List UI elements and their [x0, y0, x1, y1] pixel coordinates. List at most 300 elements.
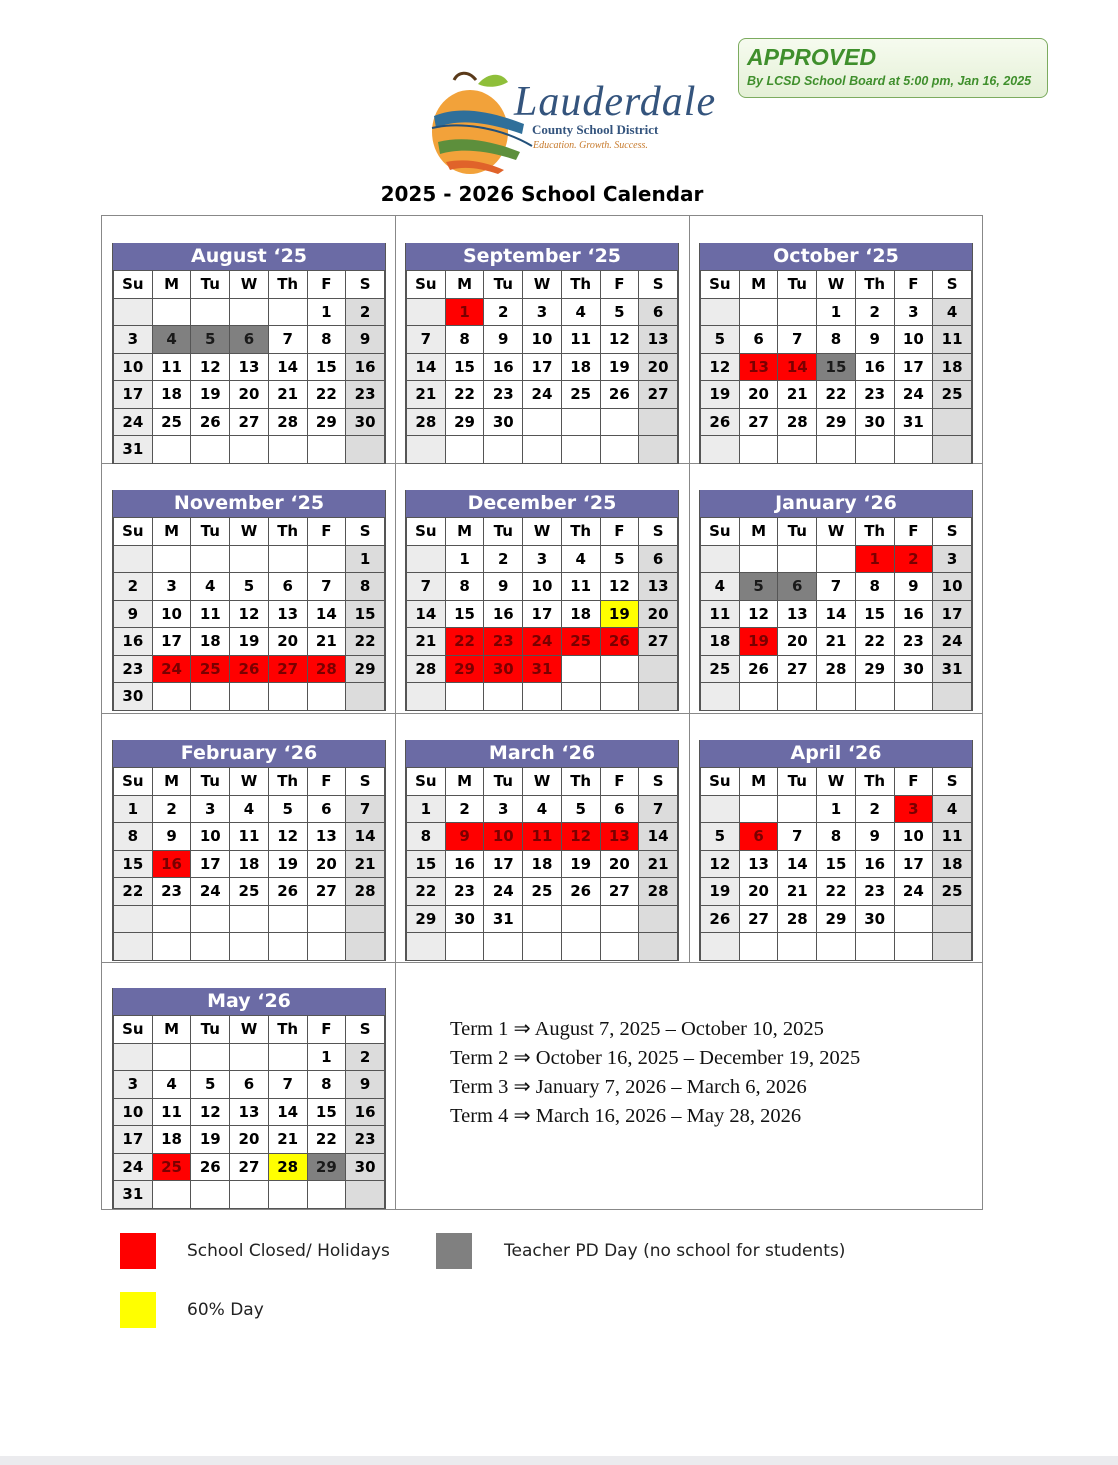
day-cell: 23	[855, 381, 894, 409]
term-line: Term 2 ⇒ October 16, 2025 – December 19, 2025	[450, 1047, 861, 1069]
day-cell: 1	[114, 795, 153, 823]
empty-cell	[445, 436, 484, 464]
day-cell: 17	[114, 1126, 153, 1154]
day-cell: 9	[894, 573, 933, 601]
empty-cell	[561, 655, 600, 683]
day-cell: 20	[600, 850, 639, 878]
day-of-week-header: Th	[855, 271, 894, 299]
day-cell-closed: 24	[523, 628, 562, 656]
day-of-week-header: Tu	[191, 768, 230, 796]
day-cell: 4	[701, 573, 740, 601]
day-cell: 18	[933, 353, 972, 381]
day-cell: 4	[561, 298, 600, 326]
empty-cell	[933, 436, 972, 464]
empty-cell	[114, 1043, 153, 1071]
day-of-week-header: W	[523, 271, 562, 299]
day-of-week-header: M	[445, 518, 484, 546]
day-cell: 24	[894, 878, 933, 906]
terms-list	[450, 1015, 860, 1131]
empty-cell	[407, 298, 446, 326]
day-cell: 4	[933, 298, 972, 326]
day-cell-closed: 19	[739, 628, 778, 656]
empty-cell	[561, 905, 600, 933]
empty-cell	[268, 436, 307, 464]
month-grid	[406, 767, 678, 961]
empty-cell	[346, 905, 385, 933]
day-cell: 28	[346, 878, 385, 906]
empty-cell	[114, 298, 153, 326]
day-cell: 20	[307, 850, 346, 878]
day-cell: 2	[855, 298, 894, 326]
empty-cell	[739, 933, 778, 961]
empty-cell	[152, 1043, 191, 1071]
day-cell: 10	[114, 1098, 153, 1126]
day-cell: 8	[817, 326, 856, 354]
legend-closed-label: School Closed/ Holidays	[187, 1241, 390, 1261]
month-grid	[113, 767, 385, 961]
day-cell: 14	[268, 1098, 307, 1126]
empty-cell	[230, 1181, 269, 1209]
day-of-week-header: Th	[561, 518, 600, 546]
day-of-week-header: Su	[701, 518, 740, 546]
day-cell: 5	[600, 298, 639, 326]
approved-status: APPROVED	[747, 44, 877, 70]
day-cell-closed: 31	[523, 655, 562, 683]
day-cell: 10	[523, 326, 562, 354]
day-cell-closed: 22	[445, 628, 484, 656]
day-cell: 7	[407, 326, 446, 354]
day-cell: 4	[152, 1071, 191, 1099]
day-cell: 14	[407, 600, 446, 628]
empty-cell	[701, 436, 740, 464]
day-of-week-header: F	[600, 768, 639, 796]
day-cell: 22	[817, 381, 856, 409]
day-cell: 19	[701, 381, 740, 409]
day-cell: 15	[346, 600, 385, 628]
day-of-week-header: Su	[114, 518, 153, 546]
day-of-week-header: S	[639, 768, 678, 796]
day-cell: 21	[407, 628, 446, 656]
empty-cell	[268, 1043, 307, 1071]
month-calendar	[405, 740, 679, 961]
month-title: December ‘25	[406, 490, 678, 517]
day-cell: 18	[561, 600, 600, 628]
day-cell: 25	[561, 381, 600, 409]
day-cell-pd: 6	[778, 573, 817, 601]
empty-cell	[191, 1043, 230, 1071]
day-of-week-header: Su	[701, 271, 740, 299]
empty-cell	[346, 436, 385, 464]
day-of-week-header: Th	[855, 768, 894, 796]
day-cell: 13	[739, 850, 778, 878]
day-of-week-header: Th	[268, 518, 307, 546]
day-of-week-header: S	[346, 1016, 385, 1044]
day-cell: 10	[894, 823, 933, 851]
day-cell: 3	[191, 795, 230, 823]
month-calendar	[112, 740, 386, 961]
day-cell: 9	[484, 573, 523, 601]
day-cell: 24	[933, 628, 972, 656]
day-cell: 3	[484, 795, 523, 823]
day-cell: 3	[523, 298, 562, 326]
month-title: October ‘25	[700, 243, 972, 270]
page-title: 2025 - 2026 School Calendar	[380, 182, 704, 206]
day-cell: 23	[445, 878, 484, 906]
day-cell: 20	[739, 878, 778, 906]
day-cell: 22	[445, 381, 484, 409]
day-of-week-header: Tu	[191, 271, 230, 299]
empty-cell	[484, 683, 523, 711]
day-cell: 31	[894, 408, 933, 436]
day-cell: 13	[639, 326, 678, 354]
day-of-week-header: Th	[268, 768, 307, 796]
day-of-week-header: Su	[407, 271, 446, 299]
day-cell: 11	[191, 600, 230, 628]
day-cell: 21	[346, 850, 385, 878]
empty-cell	[523, 683, 562, 711]
empty-cell	[855, 933, 894, 961]
day-cell: 27	[600, 878, 639, 906]
empty-cell	[894, 683, 933, 711]
day-cell-sixty: 28	[268, 1153, 307, 1181]
day-of-week-header: F	[894, 768, 933, 796]
empty-cell	[268, 1181, 307, 1209]
day-cell: 11	[152, 353, 191, 381]
day-cell: 16	[894, 600, 933, 628]
day-cell: 25	[152, 408, 191, 436]
day-of-week-header: Tu	[191, 518, 230, 546]
day-cell: 5	[561, 795, 600, 823]
empty-cell	[739, 683, 778, 711]
day-cell: 16	[855, 353, 894, 381]
day-of-week-header: Tu	[484, 518, 523, 546]
day-cell: 24	[191, 878, 230, 906]
day-cell: 14	[778, 850, 817, 878]
day-of-week-header: Th	[268, 271, 307, 299]
day-of-week-header: S	[933, 768, 972, 796]
empty-cell	[268, 683, 307, 711]
day-cell: 6	[307, 795, 346, 823]
empty-cell	[523, 408, 562, 436]
day-cell: 13	[639, 573, 678, 601]
day-cell-sixty: 19	[600, 600, 639, 628]
month-title: February ‘26	[113, 740, 385, 767]
legend-closed-swatch	[120, 1233, 156, 1269]
day-of-week-header: S	[933, 518, 972, 546]
day-cell: 17	[152, 628, 191, 656]
empty-cell	[230, 436, 269, 464]
day-cell-pd: 4	[152, 326, 191, 354]
day-cell: 14	[407, 353, 446, 381]
empty-cell	[230, 298, 269, 326]
day-cell: 8	[114, 823, 153, 851]
day-cell: 7	[407, 573, 446, 601]
day-cell: 15	[855, 600, 894, 628]
day-cell: 19	[561, 850, 600, 878]
day-cell: 27	[639, 628, 678, 656]
day-cell: 31	[484, 905, 523, 933]
day-cell: 27	[739, 408, 778, 436]
day-cell: 17	[484, 850, 523, 878]
day-cell: 16	[114, 628, 153, 656]
day-cell: 22	[407, 878, 446, 906]
day-cell: 10	[933, 573, 972, 601]
day-of-week-header: M	[445, 271, 484, 299]
day-cell: 27	[230, 1153, 269, 1181]
day-cell: 17	[933, 600, 972, 628]
empty-cell	[778, 298, 817, 326]
empty-cell	[933, 408, 972, 436]
day-cell: 9	[346, 326, 385, 354]
day-cell: 6	[739, 326, 778, 354]
day-cell: 29	[817, 408, 856, 436]
day-cell: 21	[778, 381, 817, 409]
day-cell: 15	[114, 850, 153, 878]
empty-cell	[191, 933, 230, 961]
day-cell: 31	[933, 655, 972, 683]
day-cell-closed: 26	[230, 655, 269, 683]
day-cell: 12	[268, 823, 307, 851]
empty-cell	[600, 655, 639, 683]
empty-cell	[701, 933, 740, 961]
day-of-week-header: M	[739, 518, 778, 546]
day-cell: 23	[346, 381, 385, 409]
day-cell: 10	[523, 573, 562, 601]
approved-badge	[738, 38, 1048, 98]
day-cell-closed: 23	[484, 628, 523, 656]
day-cell: 22	[307, 1126, 346, 1154]
day-of-week-header: Tu	[778, 518, 817, 546]
day-of-week-header: F	[894, 271, 933, 299]
day-of-week-header: Tu	[778, 768, 817, 796]
empty-cell	[191, 436, 230, 464]
day-cell: 28	[778, 408, 817, 436]
day-of-week-header: Su	[407, 768, 446, 796]
day-of-week-header: W	[817, 768, 856, 796]
month-title: March ‘26	[406, 740, 678, 767]
day-cell: 20	[739, 381, 778, 409]
legend-sixty-swatch	[120, 1292, 156, 1328]
day-cell: 7	[268, 1071, 307, 1099]
day-of-week-header: Th	[268, 1016, 307, 1044]
day-cell: 28	[778, 905, 817, 933]
day-cell: 23	[484, 381, 523, 409]
day-cell: 20	[268, 628, 307, 656]
empty-cell	[639, 683, 678, 711]
day-cell: 2	[445, 795, 484, 823]
day-cell: 8	[407, 823, 446, 851]
day-cell: 5	[600, 545, 639, 573]
month-calendar	[699, 243, 973, 464]
term-line: Term 1 ⇒ August 7, 2025 – October 10, 2025	[450, 1018, 824, 1040]
empty-cell	[484, 933, 523, 961]
day-of-week-header: F	[600, 518, 639, 546]
day-cell: 15	[407, 850, 446, 878]
day-cell: 19	[701, 878, 740, 906]
day-cell: 2	[484, 298, 523, 326]
day-cell: 16	[346, 1098, 385, 1126]
day-of-week-header: Su	[114, 1016, 153, 1044]
month-calendar	[699, 740, 973, 961]
empty-cell	[639, 408, 678, 436]
empty-cell	[114, 545, 153, 573]
day-of-week-header: F	[307, 271, 346, 299]
empty-cell	[701, 298, 740, 326]
day-of-week-header: Th	[855, 518, 894, 546]
day-cell: 6	[639, 545, 678, 573]
month-calendar	[112, 243, 386, 464]
month-grid	[113, 270, 385, 464]
day-cell-pd: 5	[191, 326, 230, 354]
day-cell: 17	[523, 353, 562, 381]
day-cell: 4	[561, 545, 600, 573]
day-of-week-header: F	[307, 768, 346, 796]
day-cell: 30	[855, 408, 894, 436]
day-cell-closed: 2	[894, 545, 933, 573]
day-cell: 30	[445, 905, 484, 933]
day-cell: 30	[894, 655, 933, 683]
day-cell: 4	[191, 573, 230, 601]
day-cell: 7	[268, 326, 307, 354]
day-cell-pd: 29	[307, 1153, 346, 1181]
empty-cell	[739, 545, 778, 573]
day-cell: 16	[484, 353, 523, 381]
empty-cell	[114, 933, 153, 961]
day-cell-closed: 27	[268, 655, 307, 683]
day-of-week-header: W	[230, 768, 269, 796]
day-cell: 21	[268, 1126, 307, 1154]
divider	[101, 713, 983, 714]
day-cell: 24	[894, 381, 933, 409]
month-title: January ‘26	[700, 490, 972, 517]
month-calendar	[699, 490, 973, 711]
day-cell-closed: 1	[445, 298, 484, 326]
day-cell: 17	[894, 850, 933, 878]
day-cell: 21	[268, 381, 307, 409]
day-of-week-header: M	[739, 271, 778, 299]
empty-cell	[739, 795, 778, 823]
day-cell: 10	[114, 353, 153, 381]
day-cell: 12	[191, 1098, 230, 1126]
day-cell: 8	[307, 1071, 346, 1099]
day-cell: 2	[346, 298, 385, 326]
empty-cell	[307, 436, 346, 464]
day-cell: 22	[346, 628, 385, 656]
day-of-week-header: W	[817, 271, 856, 299]
day-cell: 27	[639, 381, 678, 409]
day-cell: 23	[346, 1126, 385, 1154]
day-cell: 20	[778, 628, 817, 656]
day-cell: 8	[445, 573, 484, 601]
day-cell: 3	[114, 1071, 153, 1099]
term-line: Term 4 ⇒ March 16, 2026 – May 28, 2026	[450, 1105, 802, 1127]
empty-cell	[894, 905, 933, 933]
empty-cell	[817, 683, 856, 711]
empty-cell	[639, 933, 678, 961]
day-cell: 22	[817, 878, 856, 906]
day-cell: 15	[307, 353, 346, 381]
month-grid	[700, 270, 972, 464]
day-cell: 11	[701, 600, 740, 628]
logo-script: Lauderdale	[514, 79, 717, 125]
day-cell: 10	[191, 823, 230, 851]
day-cell: 6	[600, 795, 639, 823]
day-of-week-header: F	[894, 518, 933, 546]
day-cell: 12	[191, 353, 230, 381]
day-cell: 24	[114, 1153, 153, 1181]
day-cell: 3	[933, 545, 972, 573]
day-cell: 2	[484, 545, 523, 573]
empty-cell	[778, 933, 817, 961]
day-cell-closed: 12	[561, 823, 600, 851]
day-cell: 10	[894, 326, 933, 354]
empty-cell	[817, 436, 856, 464]
day-of-week-header: S	[639, 271, 678, 299]
day-of-week-header: Tu	[191, 1016, 230, 1044]
day-cell: 27	[739, 905, 778, 933]
empty-cell	[561, 683, 600, 711]
day-cell: 21	[778, 878, 817, 906]
day-cell-closed: 26	[600, 628, 639, 656]
day-cell: 18	[561, 353, 600, 381]
day-cell: 30	[855, 905, 894, 933]
day-cell: 13	[268, 600, 307, 628]
day-cell: 8	[855, 573, 894, 601]
day-cell: 12	[701, 353, 740, 381]
empty-cell	[817, 545, 856, 573]
day-cell: 27	[778, 655, 817, 683]
empty-cell	[817, 933, 856, 961]
day-cell-pd: 6	[230, 326, 269, 354]
day-cell: 14	[346, 823, 385, 851]
day-cell: 10	[152, 600, 191, 628]
day-of-week-header: Tu	[484, 271, 523, 299]
day-cell: 21	[307, 628, 346, 656]
day-cell: 7	[639, 795, 678, 823]
day-cell: 17	[191, 850, 230, 878]
day-cell: 19	[600, 353, 639, 381]
day-cell: 4	[933, 795, 972, 823]
day-cell-closed: 13	[600, 823, 639, 851]
day-of-week-header: M	[152, 518, 191, 546]
day-cell: 13	[778, 600, 817, 628]
day-cell: 18	[701, 628, 740, 656]
empty-cell	[600, 408, 639, 436]
day-cell: 21	[817, 628, 856, 656]
empty-cell	[230, 545, 269, 573]
empty-cell	[191, 905, 230, 933]
day-cell: 20	[230, 381, 269, 409]
month-calendar	[112, 988, 386, 1209]
day-cell: 28	[407, 408, 446, 436]
day-cell: 11	[561, 326, 600, 354]
day-cell: 14	[307, 600, 346, 628]
day-of-week-header: Th	[561, 768, 600, 796]
empty-cell	[346, 683, 385, 711]
day-cell: 15	[445, 600, 484, 628]
day-cell-closed: 25	[561, 628, 600, 656]
day-of-week-header: W	[523, 768, 562, 796]
day-cell: 13	[230, 1098, 269, 1126]
day-of-week-header: M	[152, 1016, 191, 1044]
day-of-week-header: S	[346, 271, 385, 299]
day-cell: 11	[933, 326, 972, 354]
day-cell: 17	[523, 600, 562, 628]
empty-cell	[230, 683, 269, 711]
empty-cell	[639, 436, 678, 464]
empty-cell	[407, 933, 446, 961]
day-cell: 5	[230, 573, 269, 601]
